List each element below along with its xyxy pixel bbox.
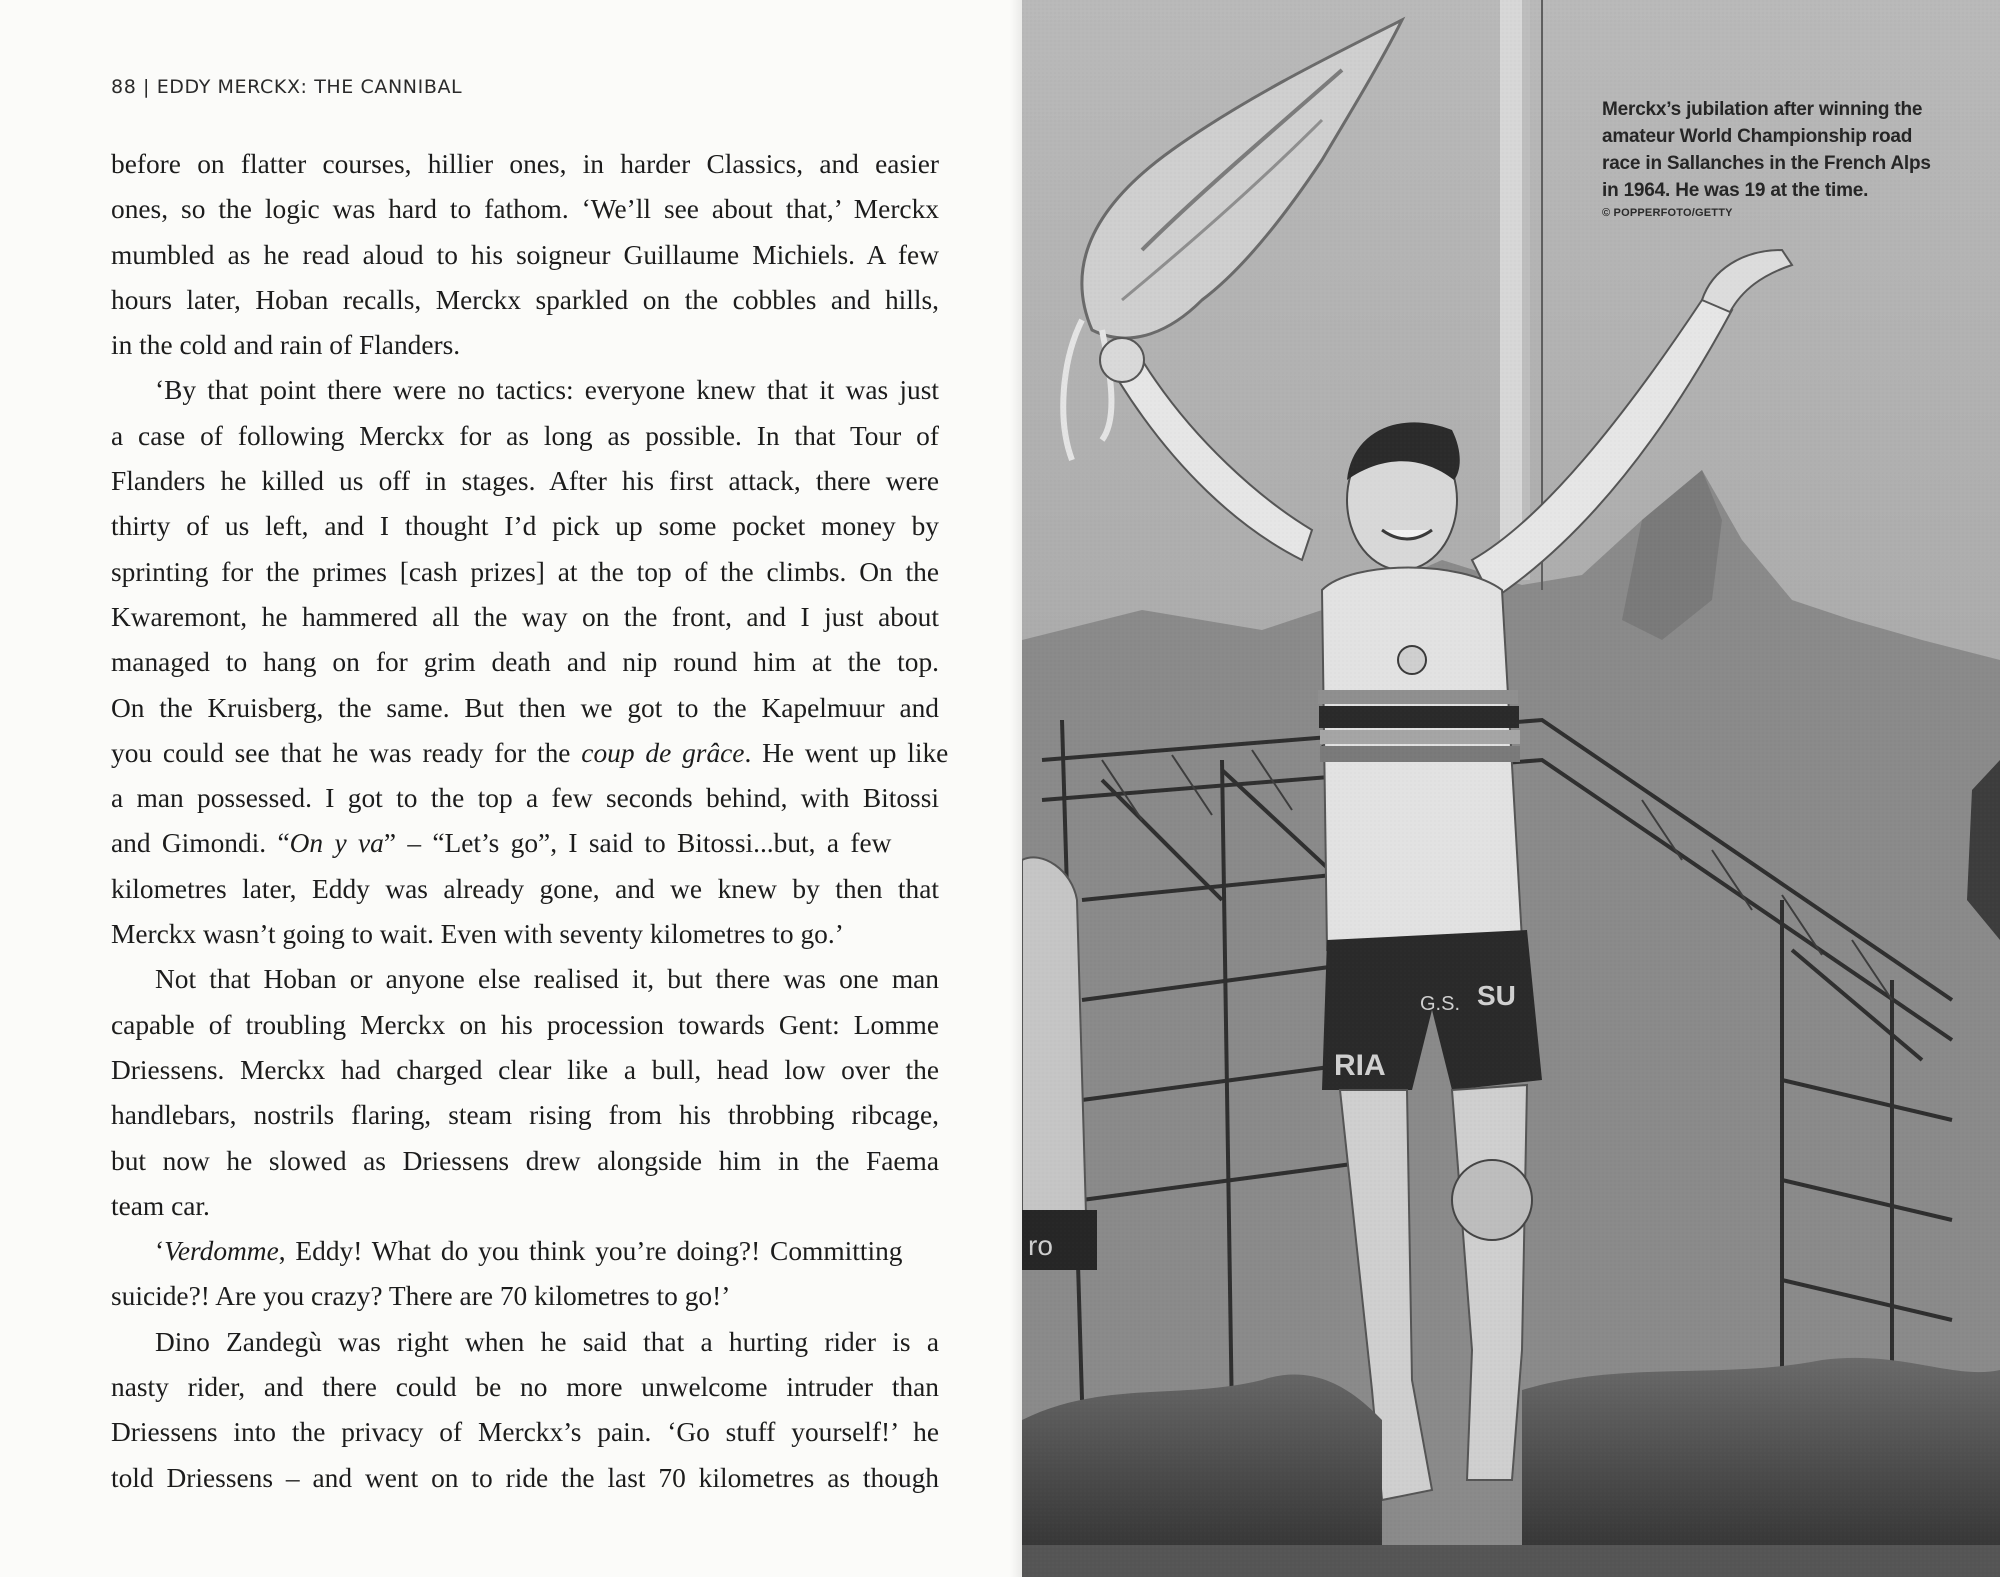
text-line: before on flatter courses, hillier ones, in harder Classics, and easier: [111, 149, 939, 179]
photo-caption: [1602, 96, 1962, 204]
text-line: hours later, Hoban recalls, Merckx sparkled on the cobbles and hills,: [111, 284, 939, 315]
podium-photo: [1022, 0, 2000, 1577]
text-line: nasty rider, and there could be no more unwelcome intruder than: [111, 1372, 939, 1403]
text-line: a man possessed. I got to the top a few seconds behind, with Bitossi: [111, 783, 939, 814]
text-line: Driessens. Merckx had charged clear like a bull, head low over the: [111, 1054, 939, 1085]
text-line: but now he slowed as Driessens drew alongside him in the Faema: [111, 1145, 939, 1176]
text-segment: ‘: [155, 1236, 165, 1267]
caption-line: Merckx’s jubilation after winning the: [1602, 99, 1923, 120]
text-line: Not that Hoban or anyone else realised it, but there was one man: [155, 964, 939, 995]
text-line: managed to hang on for grim death and nip round him at the top.: [111, 647, 939, 678]
text-line: team car.: [111, 1190, 210, 1221]
text-line: ones, so the logic was hard to fathom. ‘We’ll see about that,’ Merckx: [111, 194, 939, 225]
text-line: handlebars, nostrils flaring, steam rising from his throbbing ribcage,: [111, 1100, 939, 1131]
text-line: capable of troubling Merckx on his procession towards Gent: Lomme: [111, 1009, 939, 1040]
body-text: [111, 142, 949, 1501]
text-line: ‘By that point there were no tactics: everyone knew that it was just: [155, 375, 939, 406]
running-head: [111, 76, 462, 98]
text-line: Kwaremont, he hammered all the way on the front, and I just about: [111, 601, 939, 632]
photo-page: [1022, 0, 2000, 1577]
text-line: [111, 821, 939, 866]
running-head-separator: |: [143, 76, 151, 98]
caption-line: amateur World Championship road: [1602, 126, 1913, 147]
text-line: told Driessens – and went on to ride the last 70 kilometres as though: [111, 1462, 939, 1493]
text-line: Flanders he killed us off in stages. After his first attack, there were: [111, 466, 939, 497]
book-title: EDDY MERCKX: THE CANNIBAL: [156, 76, 463, 98]
text-line: [111, 1229, 939, 1274]
text-line: in the cold and rain of Flanders.: [111, 330, 461, 361]
caption-line: race in Sallanches in the French Alps: [1602, 153, 1931, 174]
page-number: 88: [111, 76, 137, 98]
text-line: Driessens into the privacy of Merckx’s pain. ‘Go stuff yourself!’ he: [111, 1417, 939, 1448]
text-line: a case of following Merckx for as long as possible. In that Tour of: [111, 420, 939, 451]
text-segment: ” – “Let’s go”, I said to Bitossi...but, a few: [383, 828, 892, 859]
text-line: suicide?! Are you crazy? There are 70 kilometres to go!’: [111, 1281, 731, 1312]
caption-line: in 1964. He was 19 at the time.: [1602, 180, 1869, 201]
italic-phrase: coup de grâce: [581, 737, 745, 768]
text-segment: . He went up like: [744, 737, 949, 768]
text-line: thirty of us left, and I thought I’d pick up some pocket money by: [111, 511, 939, 542]
italic-phrase: On y va: [289, 828, 384, 859]
text-line: Merckx wasn’t going to wait. Even with seventy kilometres to go.’: [111, 919, 844, 950]
text-line: kilometres later, Eddy was already gone, and we knew by then that: [111, 873, 939, 904]
photo-credit: © POPPERFOTO/GETTY: [1602, 207, 1733, 219]
italic-phrase: Verdomme: [164, 1236, 279, 1267]
text-line: [111, 731, 949, 776]
text-line: On the Kruisberg, the same. But then we got to the Kapelmuur and: [111, 692, 939, 723]
text-line: sprinting for the primes [cash prizes] at the top of the climbs. On the: [111, 556, 939, 587]
text-segment: , Eddy! What do you think you’re doing?! Committing: [278, 1236, 903, 1267]
text-segment: you could see that he was ready for the: [111, 737, 582, 768]
text-segment: and Gimondi. “: [111, 828, 290, 859]
text-line: Dino Zandegù was right when he said that a hurting rider is a: [155, 1326, 939, 1357]
text-line: mumbled as he read aloud to his soigneur Guillaume Michiels. A few: [111, 239, 939, 270]
